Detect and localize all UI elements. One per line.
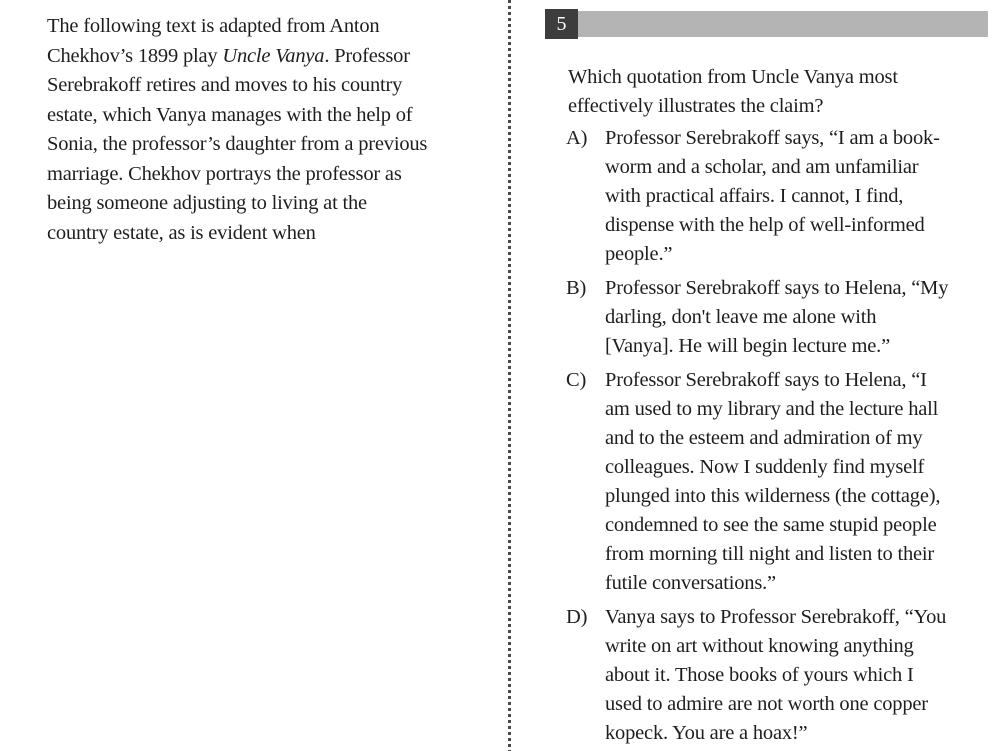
choice-line: Professor Serebrakoff says, “I am a book-: [605, 127, 940, 149]
question-number: 5: [556, 12, 567, 35]
choice-line: [Vanya]. He will begin lecture me.”: [605, 335, 891, 357]
choice-line: used to admire are not worth one copper: [605, 693, 928, 715]
choice-line: worm and a scholar, and am unfamiliar: [605, 156, 919, 178]
passage-line: Chekhov’s 1899 play Uncle Vanya. Professor: [47, 44, 410, 67]
choice-line: kopeck. You are a hoax!”: [605, 722, 808, 744]
passage-column: [47, 12, 499, 248]
choice-line: from morning till night and listen to their: [605, 543, 935, 565]
choice-line: about it. Those books of yours which I: [605, 664, 914, 686]
choice-line: with practical affairs. I cannot, I find,: [605, 185, 904, 207]
passage-text: [47, 12, 499, 248]
question-stem: [568, 63, 988, 121]
choice-line: Vanya says to Professor Serebrakoff, “You: [605, 606, 947, 628]
choice-line: futile conversations.”: [605, 572, 776, 594]
passage-line: The following text is adapted from Anton: [47, 15, 380, 37]
choice-label: A): [566, 127, 588, 149]
choice-line: people.”: [605, 243, 673, 265]
choice-line: and to the esteem and admiration of my: [605, 427, 923, 449]
stem-line: Which quotation from Uncle Vanya most: [568, 66, 898, 88]
answer-choice: [545, 366, 988, 598]
choice-label: B): [566, 277, 587, 299]
passage-line: estate, which Vanya manages with the help of: [47, 103, 413, 126]
choice-line: condemned to see the same stupid people: [605, 514, 937, 536]
answer-choice: [545, 124, 988, 269]
question-header-bar: [578, 11, 988, 37]
passage-line: Sonia, the professor’s daughter from a previous: [47, 133, 428, 155]
passage-line: marriage. Chekhov portrays the professor as: [47, 162, 402, 185]
choice-line: darling, don't leave me alone with: [605, 306, 877, 328]
choice-line: Professor Serebrakoff says to Helena, “I: [605, 369, 927, 391]
stem-line: effectively illustrates the claim?: [568, 95, 824, 117]
question-header: [545, 9, 988, 39]
choice-line: colleagues. Now I suddenly find myself: [605, 456, 925, 478]
choice-label: C): [566, 369, 587, 391]
choice-line: Professor Serebrakoff says to Helena, “My: [605, 277, 949, 299]
choice-line: plunged into this wilderness (the cottage),: [605, 485, 941, 507]
passage-line: country estate, as is evident when: [47, 221, 316, 244]
passage-line: Serebrakoff retires and moves to his country: [47, 74, 403, 96]
choice-label: D): [566, 606, 588, 628]
question-number-box: [545, 9, 578, 39]
answer-choice: [545, 274, 988, 361]
answer-choices: [545, 124, 988, 748]
passage-line: being someone adjusting to living at the: [47, 192, 367, 214]
answer-choice: [545, 603, 988, 748]
column-divider: [508, 0, 511, 751]
choice-line: write on art without knowing anything: [605, 635, 914, 657]
choice-line: am used to my library and the lecture hall: [605, 398, 939, 420]
choice-line: dispense with the help of well-informed: [605, 214, 925, 236]
question-column: [545, 9, 988, 748]
